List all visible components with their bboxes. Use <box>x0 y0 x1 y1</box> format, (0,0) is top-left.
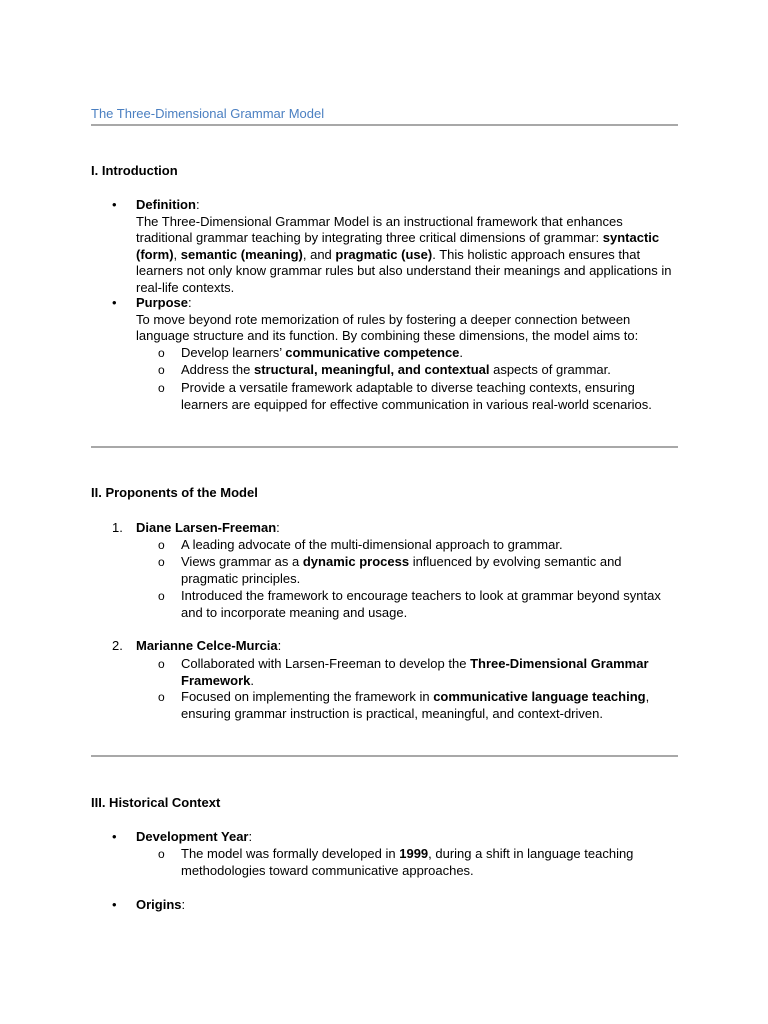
circle-bullet-icon: o <box>158 555 165 569</box>
circle-bullet-icon: o <box>158 363 165 377</box>
circle-bullet-icon: o <box>158 690 165 704</box>
proponent-point: Focused on implementing the framework in communicative language teaching, ensuring grammar instruction is practical, meaningful, and context-driven. <box>181 689 650 721</box>
divider <box>91 755 678 757</box>
circle-bullet-icon: o <box>158 847 165 861</box>
definition-label: Definition <box>136 197 196 212</box>
list-number: 1. <box>112 520 123 535</box>
proponent-name: Marianne Celce-Murcia: <box>136 638 282 653</box>
development-year-text: The model was formally developed in 1999, during a shift in language teaching methodologies toward communicative approaches. <box>181 846 634 878</box>
circle-bullet-icon: o <box>158 538 165 552</box>
circle-bullet-icon: o <box>158 381 165 395</box>
section-heading-historical-context: III. Historical Context <box>91 795 221 810</box>
circle-bullet-icon: o <box>158 657 165 671</box>
list-number: 2. <box>112 638 123 653</box>
divider <box>91 124 678 126</box>
proponent-name: Diane Larsen-Freeman: <box>136 520 280 535</box>
purpose-label: Purpose <box>136 295 189 310</box>
proponent-point: A leading advocate of the multi-dimensional approach to grammar. <box>181 537 563 552</box>
document-title: The Three-Dimensional Grammar Model <box>91 106 325 121</box>
aim-item: Develop learners’ communicative competence. <box>181 345 464 360</box>
definition-text: The Three-Dimensional Grammar Model is an instructional framework that enhances traditional grammar teaching by integrating three critical dimensions of grammar: syntactic (form), semantic (meaning), and pragmatic (use). This holistic approach ensures that learners not only know grammar rules but also understand their meanings and applications in real-life contexts. <box>136 213 672 295</box>
circle-bullet-icon: o <box>158 346 165 360</box>
proponent-point: Introduced the framework to encourage teachers to look at grammar beyond syntax and to incorporate meaning and usage. <box>181 588 661 620</box>
origins-label: Origins: <box>136 897 186 912</box>
aim-item: Provide a versatile framework adaptable to diverse teaching contexts, ensuring learners are equipped for effective communication in various real-world scenarios. <box>181 380 652 412</box>
purpose-item: Purpose: To move beyond rote memorization of rules by fostering a deeper connection between language structure and its function. By combining these dimensions, the model aims to: <box>136 295 681 345</box>
purpose-text: To move beyond rote memorization of rules by fostering a deeper connection between language structure and its function. By combining these dimensions, the model aims to: <box>136 311 639 343</box>
aim-item: Address the structural, meaningful, and contextual aspects of grammar. <box>181 362 611 377</box>
bullet-icon: • <box>112 897 117 912</box>
divider <box>91 446 678 448</box>
section-heading-proponents: II. Proponents of the Model <box>91 485 258 500</box>
development-year-label: Development Year: <box>136 829 253 844</box>
bullet-icon: • <box>112 295 117 310</box>
proponent-point: Views grammar as a dynamic process influenced by evolving semantic and pragmatic principles. <box>181 554 622 586</box>
bullet-icon: • <box>112 829 117 844</box>
circle-bullet-icon: o <box>158 589 165 603</box>
bullet-icon: • <box>112 197 117 212</box>
section-heading-introduction: I. Introduction <box>91 163 178 178</box>
definition-item: Definition: The Three-Dimensional Grammar Model is an instructional framework that enhances traditional grammar teaching by integrating three critical dimensions of grammar: syntactic (form), semantic (meaning), and pragmatic (use). This holistic approach ensures that learners not only know grammar rules but also understand their meanings and applications in real-life contexts. <box>136 197 676 296</box>
proponent-point: Collaborated with Larsen-Freeman to develop the Three-Dimensional Grammar Framework. <box>181 656 649 688</box>
